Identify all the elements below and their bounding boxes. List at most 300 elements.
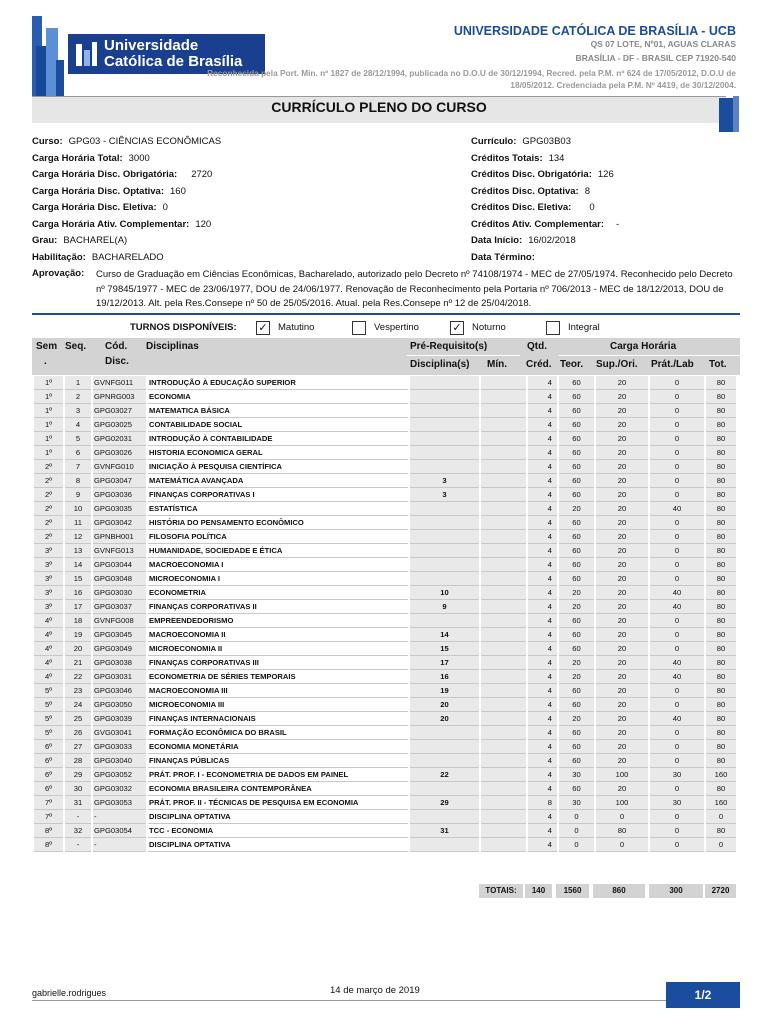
cell-teor: 30 xyxy=(559,796,594,810)
cell-sup: 20 xyxy=(596,544,648,558)
cell-prat: 0 xyxy=(650,404,704,418)
logo-line1: Universidade xyxy=(104,37,199,54)
cell-cod: GPG03052 xyxy=(93,768,146,782)
col-teor: Teor. xyxy=(560,359,584,370)
cell-min xyxy=(481,418,526,432)
info-row xyxy=(32,186,186,198)
cell-cod: GPG03026 xyxy=(93,446,146,460)
cell-teor: 60 xyxy=(559,460,594,474)
cell-prat: 40 xyxy=(650,656,704,670)
cell-teor: 20 xyxy=(559,502,594,516)
cell-sem: 1º xyxy=(34,390,63,404)
info-value: BACHAREL(A) xyxy=(63,235,128,246)
cell-seq: 24 xyxy=(65,698,91,712)
cell-min xyxy=(481,754,526,768)
cell-cred: 4 xyxy=(528,558,557,572)
cell-cred: 4 xyxy=(528,768,557,782)
cell-seq: 18 xyxy=(65,614,91,628)
cell-seq: 23 xyxy=(65,684,91,698)
cell-disciplina: MICROECONOMIA III xyxy=(148,698,408,712)
cell-prat: 30 xyxy=(650,768,704,782)
cell-min xyxy=(481,530,526,544)
cell-sup: 20 xyxy=(596,488,648,502)
table-row xyxy=(34,460,736,474)
cell-min xyxy=(481,516,526,530)
info-value: 160 xyxy=(170,185,186,197)
cell-disciplina: FINANÇAS CORPORATIVAS I xyxy=(148,488,408,502)
totals-label: TOTAIS: xyxy=(479,884,523,898)
info-row xyxy=(32,153,150,165)
cell-cred: 4 xyxy=(528,600,557,614)
cell-disciplina: FINANÇAS PÚBLICAS xyxy=(148,754,408,768)
cell-cod: GPG03053 xyxy=(93,796,146,810)
table-row xyxy=(34,740,736,754)
cell-sup: 20 xyxy=(596,726,648,740)
cell-disciplina: MATEMATICA BÁSICA xyxy=(148,404,408,418)
table-row xyxy=(34,726,736,740)
table-row xyxy=(34,446,736,460)
col-carga-horaria: Carga Horária xyxy=(610,341,677,352)
cell-tot: 80 xyxy=(706,712,736,726)
turno-label: Noturno xyxy=(472,322,506,333)
cell-seq: 32 xyxy=(65,824,91,838)
cell-cod: GPG03027 xyxy=(93,404,146,418)
cell-cod: GPG03035 xyxy=(93,502,146,516)
cell-disciplina: INTRODUÇÃO À CONTABILIDADE xyxy=(148,432,408,446)
cell-prereq: 15 xyxy=(410,642,479,656)
cell-seq: 19 xyxy=(65,628,91,642)
cell-seq: 22 xyxy=(65,670,91,684)
cell-prat: 0 xyxy=(650,810,704,824)
cell-disciplina: MACROECONOMIA II xyxy=(148,628,408,642)
cell-teor: 60 xyxy=(559,390,594,404)
cell-prereq xyxy=(410,516,479,530)
cell-prereq xyxy=(410,460,479,474)
table-row xyxy=(34,796,736,810)
cell-seq: 27 xyxy=(65,740,91,754)
cell-prereq xyxy=(410,502,479,516)
cell-sup: 20 xyxy=(596,754,648,768)
cell-sup: 20 xyxy=(596,614,648,628)
cell-teor: 60 xyxy=(559,782,594,796)
cell-prat: 40 xyxy=(650,712,704,726)
cell-prat: 0 xyxy=(650,740,704,754)
document-title-bar xyxy=(32,96,726,123)
footer-line xyxy=(32,1000,672,1001)
cell-tot: 80 xyxy=(706,390,736,404)
col-cod-2: Disc. xyxy=(105,356,129,367)
cell-min xyxy=(481,572,526,586)
table-row xyxy=(34,838,736,852)
cell-disciplina: HISTORIA ECONOMICA GERAL xyxy=(148,446,408,460)
cell-disciplina: TCC - ECONOMIA xyxy=(148,824,408,838)
cell-seq: 21 xyxy=(65,656,91,670)
info-row xyxy=(471,136,571,148)
cell-tot: 80 xyxy=(706,824,736,838)
logo-line2: Católica de Brasília xyxy=(104,53,243,70)
cell-prereq: 22 xyxy=(410,768,479,782)
cell-disciplina: FINANÇAS CORPORATIVAS III xyxy=(148,656,408,670)
cell-sem: 1º xyxy=(34,404,63,418)
cell-tot: 80 xyxy=(706,684,736,698)
cell-tot: 80 xyxy=(706,516,736,530)
cell-sup: 0 xyxy=(596,810,648,824)
cell-cod: GVNFG008 xyxy=(93,614,146,628)
cell-disciplina: FINANÇAS CORPORATIVAS II xyxy=(148,600,408,614)
info-value: 134 xyxy=(548,152,565,164)
table-row xyxy=(34,572,736,586)
cell-cod: - xyxy=(93,838,146,852)
cell-tot: 80 xyxy=(706,558,736,572)
col-disciplinas: Disciplinas xyxy=(146,341,199,352)
info-value: 126 xyxy=(597,169,614,180)
table-row xyxy=(34,530,736,544)
table-row xyxy=(34,600,736,614)
cell-disciplina: ECONOMETRIA DE SÉRIES TEMPORAIS xyxy=(148,670,408,684)
info-label: Carga Horária Disc. Obrigatória: xyxy=(32,169,178,180)
info-row xyxy=(471,252,541,264)
cell-prereq: 14 xyxy=(410,628,479,642)
info-label: Créditos Disc. Obrigatória: xyxy=(471,169,592,180)
cell-seq: 4 xyxy=(65,418,91,432)
turno-checkbox-vespertino[interactable] xyxy=(352,321,366,335)
cell-sup: 20 xyxy=(596,376,648,390)
cell-cred: 4 xyxy=(528,782,557,796)
info-row xyxy=(471,153,564,165)
col-cred: Créd. xyxy=(526,359,552,370)
cell-sup: 100 xyxy=(596,796,648,810)
cell-teor: 60 xyxy=(559,446,594,460)
cell-cod: GPG03038 xyxy=(93,656,146,670)
cell-cod: GPG03047 xyxy=(93,474,146,488)
cell-seq: 7 xyxy=(65,460,91,474)
cell-cred: 4 xyxy=(528,824,557,838)
cell-prereq xyxy=(410,376,479,390)
cell-cred: 4 xyxy=(528,390,557,404)
cell-prat: 0 xyxy=(650,516,704,530)
curriculum-table xyxy=(32,376,738,852)
table-row xyxy=(34,376,736,390)
cell-disciplina: HUMANIDADE, SOCIEDADE E ÉTICA xyxy=(148,544,408,558)
turno-label: Integral xyxy=(568,322,600,333)
cell-disciplina: DISCIPLINA OPTATIVA xyxy=(148,810,408,824)
info-label: Grau: xyxy=(32,235,58,246)
recognition-text: Reconhecida pela Port. Min. nº 1827 de 28/12/1994, publicada no D.O.U de 30/12/1994, Recred. pela P.M. nº 624 de 17/05/2012, D.O.U de 18/05/2012. Credenciada pela P.M. Nº 4419, de 30/12/2004. xyxy=(207,68,736,90)
table-row xyxy=(34,684,736,698)
cell-sem: 3º xyxy=(34,558,63,572)
cell-cod: GPG03050 xyxy=(93,698,146,712)
table-row xyxy=(34,824,736,838)
cell-sem: 2º xyxy=(34,474,63,488)
title-accent-2 xyxy=(733,96,739,132)
table-row xyxy=(34,432,736,446)
info-value: 8 xyxy=(584,185,590,197)
cell-prereq xyxy=(410,754,479,768)
cell-cod: GPG03048 xyxy=(93,572,146,586)
cell-sup: 20 xyxy=(596,586,648,600)
info-label: Habilitação: xyxy=(32,251,86,263)
cell-teor: 60 xyxy=(559,474,594,488)
cell-teor: 60 xyxy=(559,684,594,698)
cell-cod: GPG03054 xyxy=(93,824,146,838)
cell-tot: 80 xyxy=(706,670,736,684)
cell-disciplina: FILOSOFIA POLÍTICA xyxy=(148,530,408,544)
cell-teor: 60 xyxy=(559,516,594,530)
cell-cod: GPNRG003 xyxy=(93,390,146,404)
cell-seq: 11 xyxy=(65,516,91,530)
title-accent xyxy=(719,98,733,132)
info-value: - xyxy=(616,218,620,230)
cell-min xyxy=(481,404,526,418)
col-prerequisitos: Pré-Requisito(s) xyxy=(410,341,488,352)
cell-seq: 29 xyxy=(65,768,91,782)
cell-sup: 20 xyxy=(596,572,648,586)
cell-sem: 4º xyxy=(34,656,63,670)
cell-min xyxy=(481,698,526,712)
cell-teor: 20 xyxy=(559,670,594,684)
info-label: Créditos Disc. Optativa: xyxy=(471,185,579,197)
cell-prereq xyxy=(410,838,479,852)
table-row xyxy=(34,558,736,572)
cell-seq: 12 xyxy=(65,530,91,544)
cell-cod: - xyxy=(93,810,146,824)
cell-sem: 3º xyxy=(34,600,63,614)
cell-seq: 25 xyxy=(65,712,91,726)
cell-sem: 8º xyxy=(34,838,63,852)
cell-cod: GVNFG010 xyxy=(93,460,146,474)
cell-teor: 60 xyxy=(559,698,594,712)
cell-cred: 4 xyxy=(528,740,557,754)
cell-min xyxy=(481,544,526,558)
info-label: Créditos Totais: xyxy=(471,152,543,164)
cell-sem: 7º xyxy=(34,810,63,824)
info-value: BACHARELADO xyxy=(91,251,164,263)
cell-prereq xyxy=(410,614,479,628)
cell-cred: 4 xyxy=(528,684,557,698)
cell-sup: 20 xyxy=(596,418,648,432)
cell-cod: GPG03030 xyxy=(93,586,146,600)
cell-disciplina: ECONOMIA BRASILEIRA CONTEMPORÂNEA xyxy=(148,782,408,796)
cell-cred: 4 xyxy=(528,810,557,824)
cell-cred: 4 xyxy=(528,586,557,600)
info-label: Créditos Ativ. Complementar: xyxy=(471,218,605,230)
table-row xyxy=(34,670,736,684)
cell-sup: 20 xyxy=(596,712,648,726)
section-divider xyxy=(32,313,740,315)
cell-sem: 1º xyxy=(34,432,63,446)
info-row xyxy=(32,219,211,231)
cell-min xyxy=(481,726,526,740)
cell-cred: 4 xyxy=(528,656,557,670)
info-value: GPG03B03 xyxy=(522,136,571,147)
totals-prat: 300 xyxy=(649,884,703,898)
cell-prat: 0 xyxy=(650,530,704,544)
cell-min xyxy=(481,390,526,404)
cell-disciplina: EMPREENDEDORISMO xyxy=(148,614,408,628)
cell-prereq: 3 xyxy=(410,488,479,502)
cell-teor: 60 xyxy=(559,614,594,628)
cell-min xyxy=(481,488,526,502)
cell-teor: 60 xyxy=(559,740,594,754)
table-row xyxy=(34,698,736,712)
cell-prat: 0 xyxy=(650,488,704,502)
cell-seq: - xyxy=(65,810,91,824)
cell-cred: 4 xyxy=(528,376,557,390)
cell-tot: 80 xyxy=(706,474,736,488)
cell-prereq xyxy=(410,530,479,544)
cell-sem: 3º xyxy=(34,572,63,586)
cell-prereq xyxy=(410,782,479,796)
cell-tot: 80 xyxy=(706,614,736,628)
info-row xyxy=(32,169,212,181)
cell-cod: GPG03044 xyxy=(93,558,146,572)
cell-prat: 0 xyxy=(650,432,704,446)
cell-sem: 3º xyxy=(34,544,63,558)
cell-sup: 20 xyxy=(596,656,648,670)
cell-disciplina: DISCIPLINA OPTATIVA xyxy=(148,838,408,852)
cell-tot: 80 xyxy=(706,656,736,670)
table-row xyxy=(34,586,736,600)
cell-cod: GPG03049 xyxy=(93,642,146,656)
cell-sem: 6º xyxy=(34,740,63,754)
turno-checkbox-noturno[interactable]: ✓ xyxy=(450,321,464,335)
table-row xyxy=(34,712,736,726)
cell-prat: 40 xyxy=(650,600,704,614)
cell-sem: 7º xyxy=(34,796,63,810)
cell-seq: 28 xyxy=(65,754,91,768)
cell-min xyxy=(481,642,526,656)
cell-prereq: 20 xyxy=(410,712,479,726)
cell-teor: 20 xyxy=(559,656,594,670)
address-line-2: BRASÍLIA - DF - BRASIL CEP 71920-540 xyxy=(575,53,736,63)
cell-sup: 20 xyxy=(596,782,648,796)
cell-teor: 60 xyxy=(559,404,594,418)
cell-seq: 15 xyxy=(65,572,91,586)
cell-min xyxy=(481,376,526,390)
cell-cred: 4 xyxy=(528,698,557,712)
totals-sup: 860 xyxy=(593,884,645,898)
cell-seq: 16 xyxy=(65,586,91,600)
table-row xyxy=(34,768,736,782)
cell-prat: 0 xyxy=(650,418,704,432)
cell-cod: GPG03042 xyxy=(93,516,146,530)
page-number: 1/2 xyxy=(666,982,740,1008)
turno-checkbox-integral[interactable] xyxy=(546,321,560,335)
cell-prat: 0 xyxy=(650,558,704,572)
cell-prat: 0 xyxy=(650,390,704,404)
cell-cred: 4 xyxy=(528,474,557,488)
cell-sup: 20 xyxy=(596,558,648,572)
cell-min xyxy=(481,838,526,852)
col-prereq-min: Mín. xyxy=(487,359,507,370)
document-title: CURRÍCULO PLENO DO CURSO xyxy=(271,99,487,115)
cell-sem: 4º xyxy=(34,628,63,642)
info-row xyxy=(32,202,168,214)
cell-min xyxy=(481,782,526,796)
cell-sup: 20 xyxy=(596,642,648,656)
cell-disciplina: MACROECONOMIA I xyxy=(148,558,408,572)
info-label: Carga Horária Disc. Optativa: xyxy=(32,185,164,197)
table-row xyxy=(34,544,736,558)
cell-teor: 60 xyxy=(559,628,594,642)
cell-min xyxy=(481,684,526,698)
cell-tot: 80 xyxy=(706,418,736,432)
cell-prereq xyxy=(410,390,479,404)
cell-prereq: 31 xyxy=(410,824,479,838)
cell-seq: 14 xyxy=(65,558,91,572)
table-row xyxy=(34,754,736,768)
cell-min xyxy=(481,768,526,782)
cell-tot: 80 xyxy=(706,502,736,516)
cell-teor: 60 xyxy=(559,726,594,740)
cell-tot: 80 xyxy=(706,726,736,740)
cell-cred: 4 xyxy=(528,544,557,558)
cell-min xyxy=(481,824,526,838)
cell-prereq: 9 xyxy=(410,600,479,614)
cell-prereq: 16 xyxy=(410,670,479,684)
cell-prat: 0 xyxy=(650,572,704,586)
cell-prat: 0 xyxy=(650,446,704,460)
cell-min xyxy=(481,558,526,572)
cell-sem: 6º xyxy=(34,754,63,768)
cell-cred: 4 xyxy=(528,712,557,726)
ucb-logo-icon xyxy=(74,40,100,70)
cell-cred: 4 xyxy=(528,726,557,740)
cell-prat: 0 xyxy=(650,614,704,628)
cell-cred: 4 xyxy=(528,614,557,628)
cell-prereq xyxy=(410,558,479,572)
header-sep-2 xyxy=(559,355,740,356)
cell-prereq xyxy=(410,810,479,824)
cell-cod: GVG03041 xyxy=(93,726,146,740)
cell-cred: 4 xyxy=(528,572,557,586)
cell-sup: 20 xyxy=(596,600,648,614)
cell-cod: GPG03040 xyxy=(93,754,146,768)
cell-prereq: 17 xyxy=(410,656,479,670)
cell-cred: 4 xyxy=(528,670,557,684)
col-tot: Tot. xyxy=(709,359,727,370)
table-row xyxy=(34,628,736,642)
table-row xyxy=(34,418,736,432)
cell-sup: 20 xyxy=(596,530,648,544)
cell-tot: 80 xyxy=(706,530,736,544)
cell-cod: GVNFG011 xyxy=(93,376,146,390)
cell-sup: 20 xyxy=(596,460,648,474)
col-sem-dot: . xyxy=(44,356,47,367)
col-sup: Sup./Ori. xyxy=(596,359,638,370)
cell-prat: 0 xyxy=(650,628,704,642)
cell-sem: 2º xyxy=(34,488,63,502)
cell-sem: 2º xyxy=(34,502,63,516)
cell-cod: GPG03036 xyxy=(93,488,146,502)
totals-teor: 1560 xyxy=(556,884,589,898)
cell-prat: 0 xyxy=(650,698,704,712)
turno-checkbox-matutino[interactable]: ✓ xyxy=(256,321,270,335)
cell-prat: 30 xyxy=(650,796,704,810)
info-value: 2720 xyxy=(191,169,213,180)
cell-min xyxy=(481,628,526,642)
cell-sem: 4º xyxy=(34,642,63,656)
cell-prereq xyxy=(410,418,479,432)
cell-disciplina: PRÁT. PROF. I - ECONOMETRIA DE DADOS EM PAINEL xyxy=(148,768,408,782)
cell-seq: - xyxy=(65,838,91,852)
cell-tot: 80 xyxy=(706,754,736,768)
info-row xyxy=(32,252,164,264)
cell-cred: 8 xyxy=(528,796,557,810)
info-value: 120 xyxy=(195,218,212,230)
cell-tot: 80 xyxy=(706,460,736,474)
info-label: Data Término: xyxy=(471,251,535,263)
